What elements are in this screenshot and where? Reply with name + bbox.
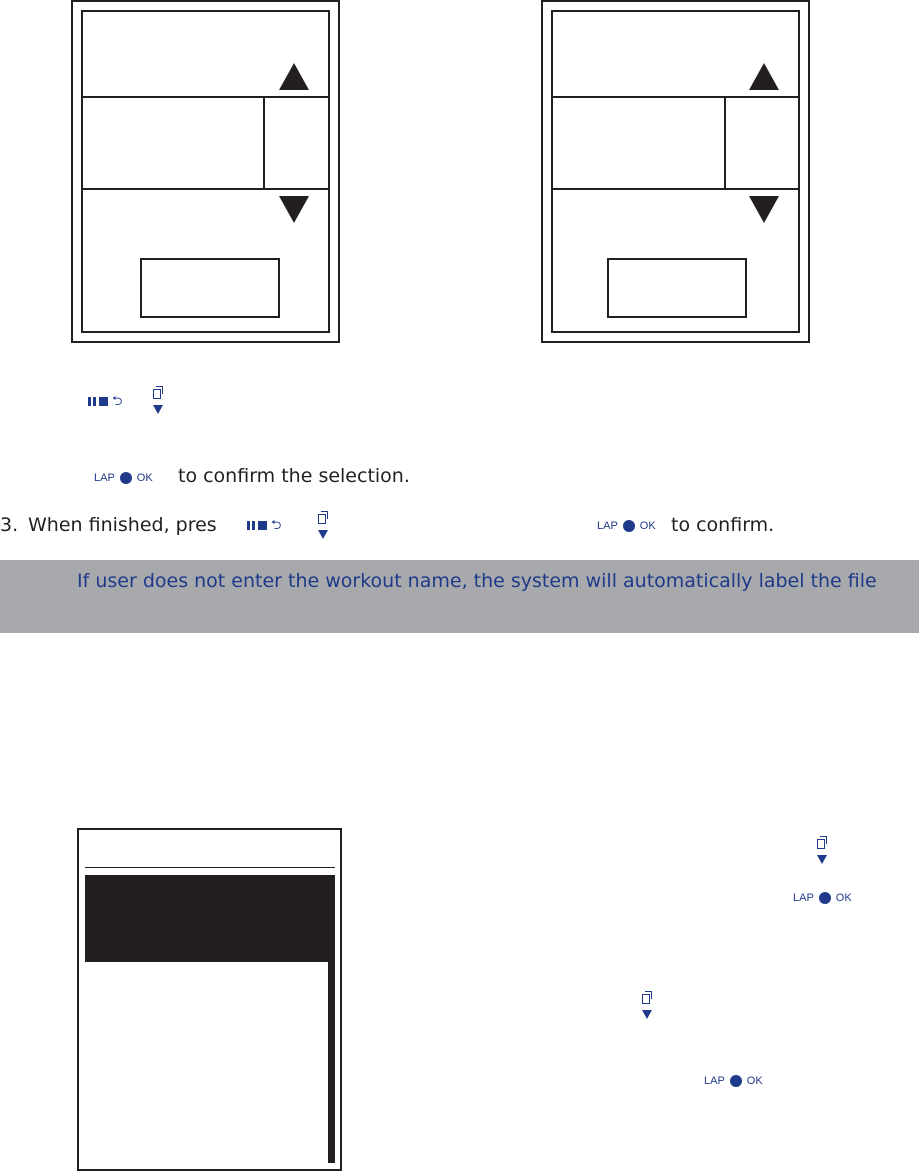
lap-label: LAP (704, 1075, 725, 1087)
ok-label: OK (136, 472, 153, 484)
divider (83, 96, 328, 98)
down-arrow-icon (749, 196, 779, 223)
scrollbar[interactable] (328, 875, 335, 1163)
divider (553, 96, 798, 98)
lap-label: LAP (94, 472, 115, 484)
lap-ok-dot-icon (623, 520, 635, 532)
device-display (551, 10, 800, 333)
menu-title-divider (85, 867, 335, 868)
page-down-key-icon (151, 389, 165, 417)
menu-selected-item[interactable] (85, 875, 328, 962)
note-banner (0, 560, 919, 633)
page-down-key-icon (640, 994, 654, 1022)
step3-text: When finished, pres (28, 514, 217, 536)
lap-ok-key-icon (94, 472, 153, 484)
device-menu-screen (77, 828, 342, 1171)
down-arrow-icon (279, 196, 309, 223)
divider (83, 188, 328, 190)
pause-icon (88, 397, 96, 406)
pause-stop-back-key-icon (247, 519, 281, 532)
divider (724, 96, 726, 190)
lap-ok-dot-icon (730, 1075, 742, 1087)
page-down-key-icon (316, 514, 330, 542)
lap-ok-dot-icon (819, 892, 831, 904)
lap-ok-key-icon (704, 1075, 763, 1087)
up-arrow-icon (749, 63, 779, 90)
note-text: If user does not enter the workout name, the system will automatically label the file (77, 570, 877, 592)
pause-icon (247, 521, 255, 530)
device-screen-left (71, 0, 340, 343)
ok-label: OK (835, 892, 852, 904)
up-arrow-icon (279, 63, 309, 90)
ok-button-box[interactable] (607, 258, 747, 318)
lap-label: LAP (793, 892, 814, 904)
pause-stop-back-key-icon (88, 395, 122, 408)
divider (263, 96, 265, 190)
lap-ok-key-icon (597, 520, 656, 532)
back-icon: ⮌ (271, 518, 282, 533)
stop-icon (99, 397, 108, 406)
back-icon: ⮌ (112, 394, 123, 409)
step3-confirm-text: to confirm. (671, 514, 775, 536)
lap-ok-key-icon (793, 892, 852, 904)
stop-icon (258, 521, 267, 530)
step3-number: 3. (0, 514, 19, 536)
ok-button-box[interactable] (140, 258, 280, 318)
page-down-key-icon (815, 839, 829, 867)
device-screen-right (541, 0, 810, 343)
lap-label: LAP (597, 520, 618, 532)
device-display (81, 10, 330, 333)
confirm-selection-text: to confirm the selection. (178, 465, 410, 487)
ok-label: OK (639, 520, 656, 532)
divider (553, 188, 798, 190)
lap-ok-dot-icon (120, 472, 132, 484)
ok-label: OK (746, 1075, 763, 1087)
